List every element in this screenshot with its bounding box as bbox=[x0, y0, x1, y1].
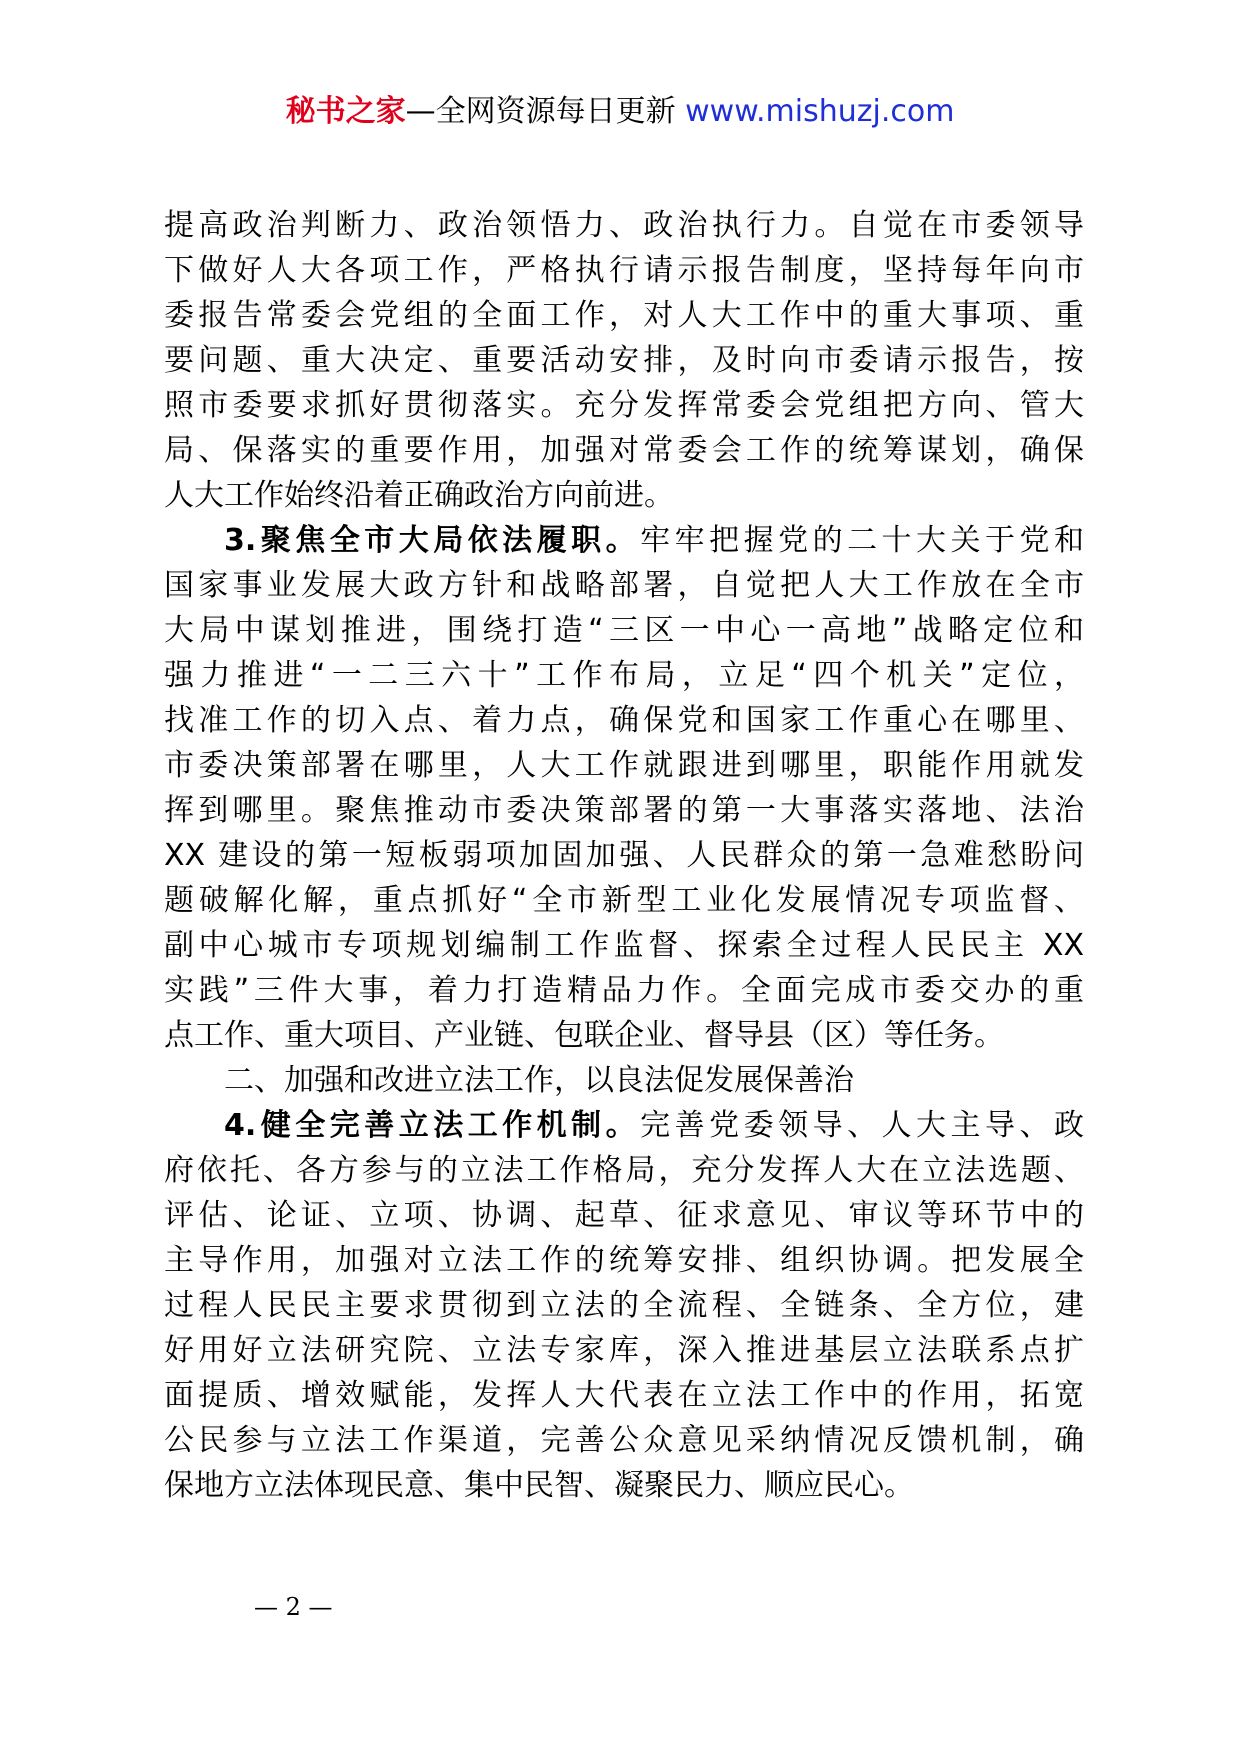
item-3-line: 实践”三件大事，着力打造精品力作。全面完成市委交办的重 bbox=[164, 973, 1084, 1008]
item-4-line: 面提质、增效赋能，发挥人大代表在立法工作中的作用，拓宽 bbox=[164, 1378, 1084, 1413]
site-url[interactable]: www.mishuzj.com bbox=[685, 94, 955, 129]
item-3-line: XX 建设的第一短板弱项加固加强、人民群众的第一急难愁盼问 bbox=[164, 838, 1084, 873]
item-3-line: 强力推进“一二三六十”工作布局，立足“四个机关”定位， bbox=[164, 658, 1084, 693]
item-4-line: 保地方立法体现民意、集中民智、凝聚民力、顺应民心。 bbox=[164, 1468, 914, 1503]
item-3-line: 副中心城市专项规划编制工作监督、探索全过程人民民主 XX bbox=[164, 928, 1084, 963]
section-2-heading: 二、加强和改进立法工作，以良法促发展保善治 bbox=[224, 1063, 854, 1098]
body-line: 委报告常委会党组的全面工作，对人大工作中的重大事项、重 bbox=[164, 298, 1084, 333]
body-line: 照市委要求抓好贯彻落实。充分发挥常委会党组把方向、管大 bbox=[164, 388, 1084, 423]
item-4-line: 好用好立法研究院、立法专家库，深入推进基层立法联系点扩 bbox=[164, 1333, 1084, 1368]
item-4-line: 主导作用，加强对立法工作的统筹安排、组织协调。把发展全 bbox=[164, 1243, 1084, 1278]
item-3-first-line bbox=[164, 518, 1084, 563]
item-3-line: 点工作、重大项目、产业链、包联企业、督导县（区）等任务。 bbox=[164, 1018, 1004, 1053]
item-3-line: 大局中谋划推进，围绕打造“三区一中心一高地”战略定位和 bbox=[164, 613, 1084, 648]
item-4-line: 公民参与立法工作渠道，完善公众意见采纳情况反馈机制，确 bbox=[164, 1423, 1084, 1458]
item-4-line: 评估、论证、立项、协调、起草、征求意见、审议等环节中的 bbox=[164, 1198, 1084, 1233]
item-4-line: 过程人民民主要求贯彻到立法的全流程、全链条、全方位，建 bbox=[164, 1288, 1084, 1323]
body-line: 局、保落实的重要作用，加强对常委会工作的统筹谋划，确保 bbox=[164, 433, 1084, 468]
header-tagline: —全网资源每日更新 bbox=[405, 94, 676, 129]
item-4-first-text: 完善党委领导、人大主导、政 bbox=[640, 1108, 1084, 1143]
item-4-first-line bbox=[164, 1103, 1084, 1148]
item-4-line: 府依托、各方参与的立法工作格局，充分发挥人大在立法选题、 bbox=[164, 1153, 1084, 1188]
item-3-line: 找准工作的切入点、着力点，确保党和国家工作重心在哪里、 bbox=[164, 703, 1084, 738]
brand-name: 秘书之家 bbox=[285, 94, 406, 129]
item-3-line: 题破解化解，重点抓好“全市新型工业化发展情况专项监督、 bbox=[164, 883, 1084, 918]
item-3-line: 市委决策部署在哪里，人大工作就跟进到哪里，职能作用就发 bbox=[164, 748, 1084, 783]
item-3-heading: 3.聚焦全市大局依法履职。 bbox=[224, 523, 641, 558]
body-line: 下做好人大各项工作，严格执行请示报告制度，坚持每年向市 bbox=[164, 253, 1084, 288]
document-body bbox=[164, 203, 1084, 1508]
item-4-heading: 4.健全完善立法工作机制。 bbox=[224, 1108, 641, 1143]
body-line: 人大工作始终沿着正确政治方向前进。 bbox=[164, 478, 674, 513]
body-line: 提高政治判断力、政治领悟力、政治执行力。自觉在市委领导 bbox=[164, 208, 1084, 243]
item-3-first-text: 牢牢把握党的二十大关于党和 bbox=[640, 523, 1084, 558]
page-number: — 2 — bbox=[254, 1593, 333, 1621]
body-line: 要问题、重大决定、重要活动安排，及时向市委请示报告，按 bbox=[164, 343, 1084, 378]
site-header bbox=[0, 92, 1240, 132]
item-3-line: 国家事业发展大政方针和战略部署，自觉把人大工作放在全市 bbox=[164, 568, 1084, 603]
item-3-line: 挥到哪里。聚焦推动市委决策部署的第一大事落实落地、法治 bbox=[164, 793, 1084, 828]
